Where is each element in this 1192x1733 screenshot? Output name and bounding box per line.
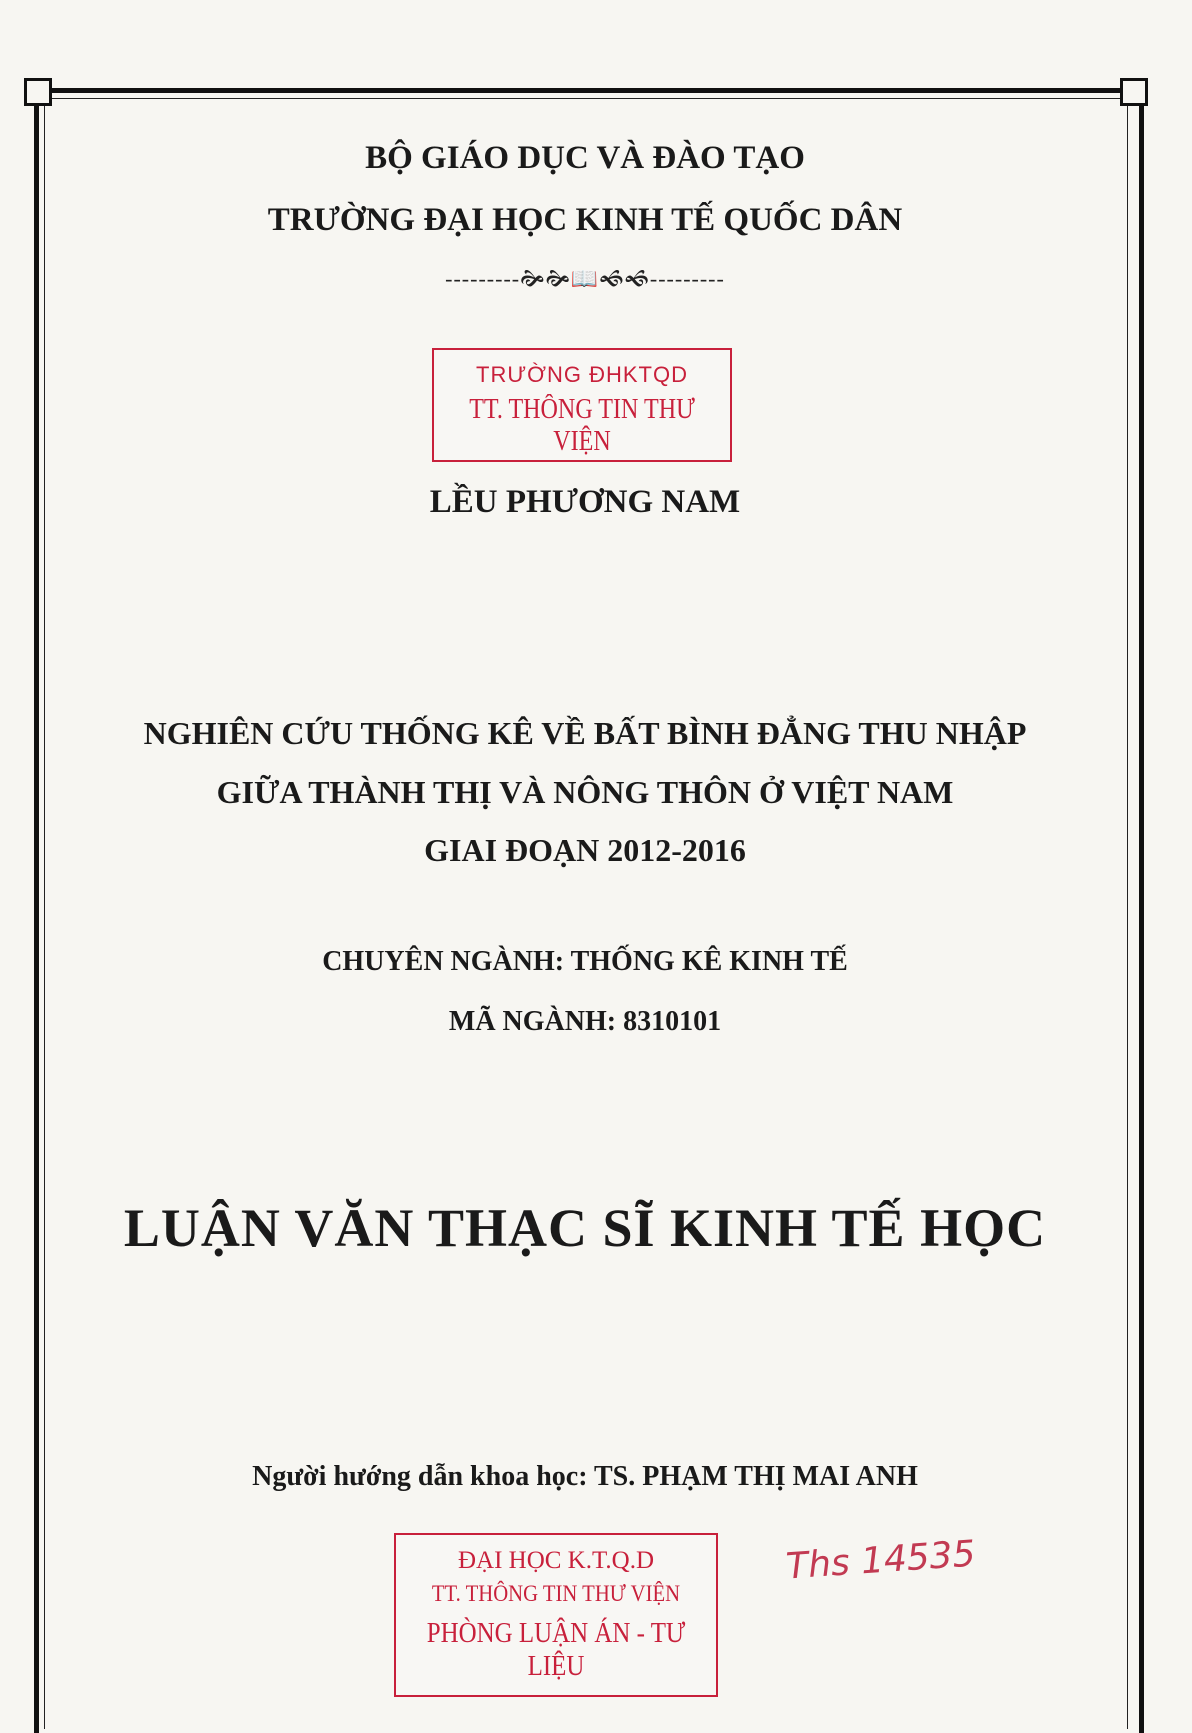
university-heading: TRƯỜNG ĐẠI HỌC KINH TẾ QUỐC DÂN xyxy=(267,202,903,238)
border-corner-top-right xyxy=(1120,78,1148,106)
library-stamp-bottom xyxy=(394,1533,718,1697)
stamp-top-line-1: TRƯỜNG ĐHKTQD xyxy=(476,362,688,387)
stamp-top-line-2: TT. THÔNG TIN THƯ VIỆN xyxy=(469,394,695,457)
author-name: LỀU PHƯƠNG NAM xyxy=(429,484,741,520)
ministry-heading: BỘ GIÁO DỤC VÀ ĐÀO TẠO xyxy=(365,140,805,176)
degree-heading: LUẬN VĂN THẠC SĨ KINH TẾ HỌC xyxy=(123,1198,1047,1258)
thesis-title-line-1: NGHIÊN CỨU THỐNG KÊ VỀ BẤT BÌNH ĐẲNG THU NHẬP xyxy=(143,715,1027,751)
major-code: MÃ NGÀNH: 8310101 xyxy=(448,1006,722,1037)
library-stamp-top xyxy=(432,348,732,462)
ornament-divider: ---------🙞🙞📖🙜🙜--------- xyxy=(445,266,725,291)
stamp-bottom-line-2: TT. THÔNG TIN THƯ VIỆN xyxy=(431,1581,681,1606)
major-label: CHUYÊN NGÀNH: THỐNG KÊ KINH TẾ xyxy=(322,946,848,977)
advisor-line: Người hướng dẫn khoa học: TS. PHẠM THỊ MAI ANH xyxy=(252,1461,918,1492)
stamp-bottom-line-1: ĐẠI HỌC K.T.Q.D xyxy=(457,1547,655,1574)
thesis-title-line-2: GIỮA THÀNH THỊ VÀ NÔNG THÔN Ở VIỆT NAM xyxy=(216,774,954,810)
handwritten-catalog-number: Ths 14535 xyxy=(784,1533,977,1588)
thesis-title-line-3: GIAI ĐOẠN 2012-2016 xyxy=(424,832,746,868)
border-corner-top-left xyxy=(24,78,52,106)
stamp-bottom-line-3: PHÒNG LUẬN ÁN - TƯ LIỆU xyxy=(426,1617,686,1682)
